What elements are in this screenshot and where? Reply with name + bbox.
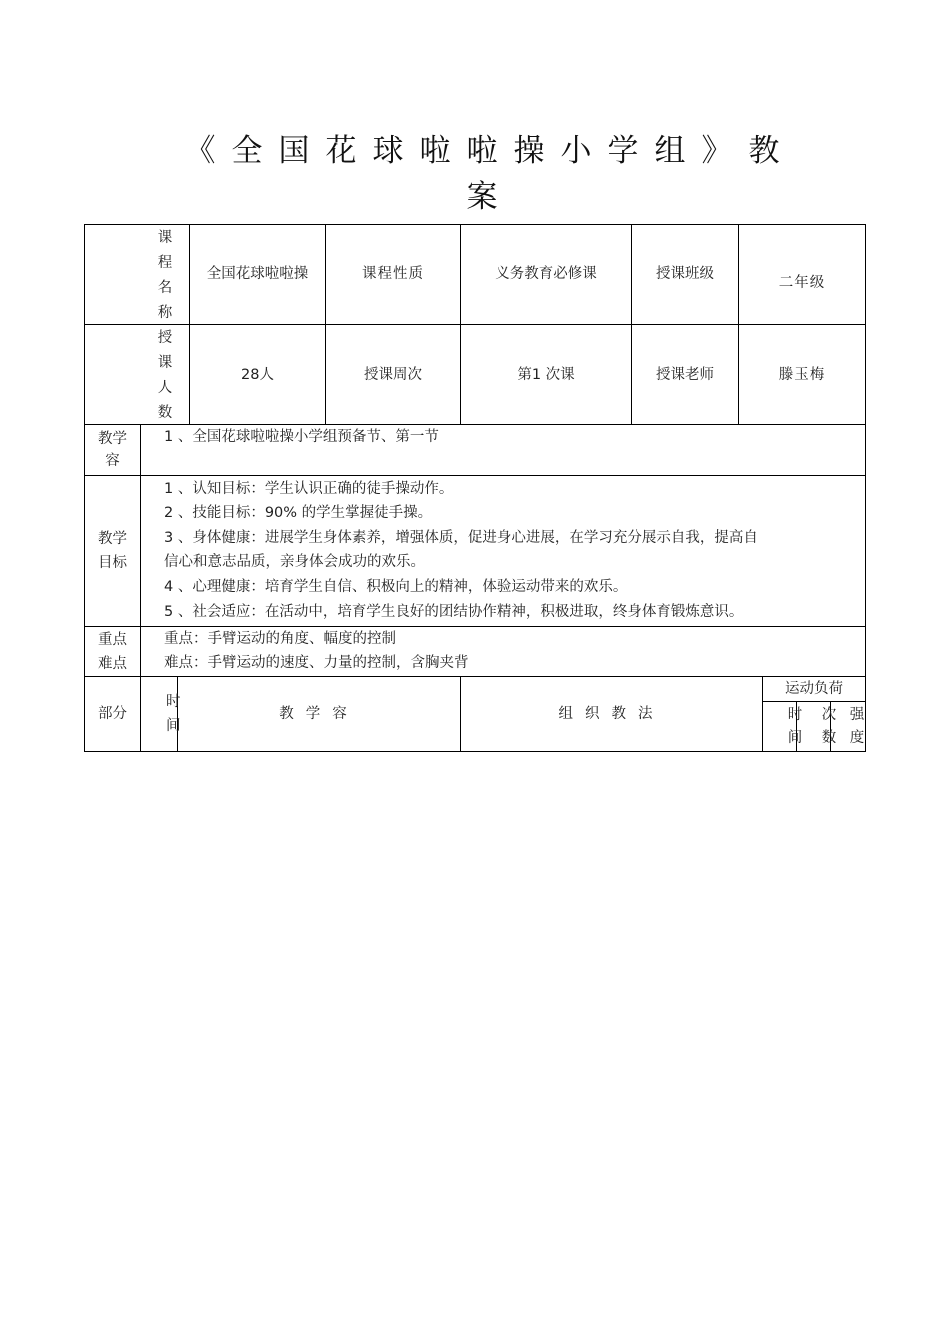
goal-line: 信心和意志品质，亲身体会成功的欢乐。 <box>164 554 425 570</box>
class-label: 授课班级 <box>656 266 714 282</box>
teacher-value: 滕玉梅 <box>778 367 826 383</box>
label-char: 称 <box>157 305 173 321</box>
label-char: 时 <box>787 707 803 723</box>
label-char: 时 <box>166 694 181 710</box>
row-divider <box>762 701 866 702</box>
page-title <box>150 128 830 220</box>
load-count-header <box>814 704 844 750</box>
label-line: 教学 <box>98 431 127 447</box>
label-char: 次 <box>821 707 837 723</box>
col-divider <box>460 224 461 424</box>
label-char: 授 <box>157 330 173 346</box>
label-char: 课 <box>157 355 173 371</box>
col-divider <box>325 224 326 424</box>
load-header: 运动负荷 <box>785 681 843 697</box>
label-char: 名 <box>157 280 173 296</box>
student-count-label <box>152 326 178 426</box>
label-char: 强 <box>849 707 865 723</box>
course-type-label: 课程性质 <box>362 266 424 282</box>
row-divider <box>84 324 866 325</box>
col-divider <box>189 224 190 424</box>
difficulty-text: 难点：手臂运动的速度、力量的控制，含胸夹背 <box>164 655 469 671</box>
keypoints-label <box>85 628 140 676</box>
method-header: 组织教法 <box>558 706 665 722</box>
label-char: 课 <box>157 230 173 246</box>
part-header: 部分 <box>98 706 127 722</box>
label-line: 难点 <box>98 656 127 672</box>
course-type-value: 义务教育必修课 <box>495 266 597 282</box>
label-line: 目标 <box>98 555 127 571</box>
label-char: 程 <box>157 255 173 271</box>
label-char: 数 <box>821 730 837 746</box>
row-divider <box>84 475 866 476</box>
label-line: 教学 <box>98 531 127 547</box>
table-right-border <box>865 224 866 752</box>
load-time-header <box>780 704 810 750</box>
label-char: 间 <box>166 718 181 734</box>
table-bottom-border <box>84 751 866 752</box>
label-line: 重点 <box>98 632 127 648</box>
title-line-1: 《全国花球啦啦操小学组》教 <box>184 133 796 169</box>
col-divider <box>140 424 141 752</box>
col-divider <box>738 224 739 424</box>
goal-line: 5 、社会适应：在活动中，培育学生良好的团结协作精神，积极进取，终身体育锻炼意识。 <box>164 604 744 620</box>
week-label: 授课周次 <box>364 367 422 383</box>
class-value: 二年级 <box>778 275 826 291</box>
goal-line: 4 、心理健康：培育学生自信、积极向上的精神，体验运动带来的欢乐。 <box>164 579 628 595</box>
label-char: 数 <box>157 405 173 421</box>
key-point-text: 重点：手臂运动的角度、幅度的控制 <box>164 631 396 647</box>
course-name-value: 全国花球啦啦操 <box>206 266 309 282</box>
course-name-label <box>152 226 178 326</box>
row-divider <box>84 424 866 425</box>
goals-label <box>85 527 140 575</box>
label-char: 间 <box>787 730 803 746</box>
teacher-label: 授课老师 <box>656 367 714 383</box>
row-divider <box>84 676 866 677</box>
goal-line: 3 、身体健康：进展学生身体素养，增强体质，促进身心进展，在学习充分展示自我，提高自 <box>164 530 758 546</box>
goal-line: 1 、认知目标：学生认识正确的徒手操动作。 <box>164 481 454 497</box>
table-top-border <box>84 224 866 225</box>
content-label <box>85 428 140 472</box>
content-text: 1 、全国花球啦啦操小学组预备节、第一节 <box>164 429 439 445</box>
label-line: 容 <box>105 453 120 469</box>
label-char: 人 <box>157 380 173 396</box>
col-divider <box>631 224 632 424</box>
student-count-value: 28人 <box>241 367 274 383</box>
title-line-2: 案 <box>466 179 514 215</box>
goal-line: 2 、技能目标：90% 的学生掌握徒手操。 <box>164 505 433 521</box>
label-char: 度 <box>849 730 865 746</box>
week-value: 第1 次课 <box>517 367 575 383</box>
content-header: 教学容 <box>279 706 359 722</box>
load-intensity-header <box>846 704 868 750</box>
